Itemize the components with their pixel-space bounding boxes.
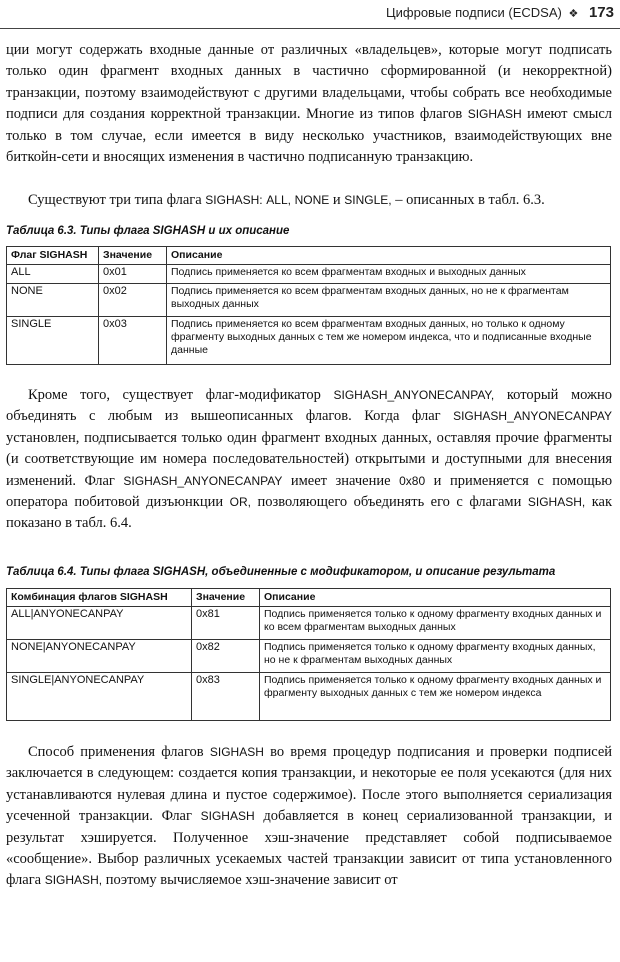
table2-caption: Таблица 6.4. Типы флага SIGHASH, объединенные с модификатором, и описание результата bbox=[6, 566, 556, 578]
col-header-description: Описание bbox=[260, 589, 611, 607]
para3-text-6: позволяющего объединять его с флагами bbox=[257, 494, 522, 511]
para3-text-2: который можно объединять с любым из вышеописанных флагов. Когда флаг bbox=[6, 387, 613, 425]
paragraph-1 bbox=[6, 40, 612, 168]
cell-flag: ALL bbox=[7, 265, 99, 284]
para3-text-1: Кроме того, существует флаг-модификатор bbox=[28, 387, 321, 403]
running-header bbox=[0, 4, 614, 21]
para4-text-4: поэтому вычисляемое хэш-значение зависит от bbox=[105, 872, 398, 889]
table-6-4 bbox=[6, 588, 611, 721]
para4-code-2: SIGHASH bbox=[200, 809, 255, 824]
col-header-description: Описание bbox=[167, 247, 611, 265]
cell-flag: NONE bbox=[7, 284, 99, 317]
para1-end: имеют смысл только в том случае, если имеется в виду несколько участников, взаимодействующих вне биткойн-сети и вносящих изменения в частично подписанную транзакцию. bbox=[6, 106, 613, 166]
paragraph-4 bbox=[6, 742, 612, 892]
table-row bbox=[7, 673, 611, 721]
cell-description: Подпись применяется ко всем фрагментам входных данных, но только к одному фрагменту выходных данных с тем же номером индекса, что и подписанные входные данные bbox=[167, 317, 611, 365]
para2-code-sighash: SIGHASH: bbox=[205, 193, 263, 207]
separator-glyph: ❖ bbox=[568, 8, 579, 20]
cell-description: Подпись применяется только к одному фрагменту входных данных и фрагменту выходных данных с тем же номером индекса bbox=[260, 673, 611, 721]
cell-value: 0x82 bbox=[192, 640, 260, 673]
cell-combination: ALL|ANYONECANPAY bbox=[7, 607, 192, 640]
cell-description: Подпись применяется только к одному фрагменту входных данных и ко всем фрагментам выходных данных bbox=[260, 607, 611, 640]
cell-description: Подпись применяется ко всем фрагментам входных данных, но не к фрагментам выходных данных bbox=[167, 284, 611, 317]
col-header-flag: Флаг SIGHASH bbox=[7, 247, 99, 265]
table-6-3 bbox=[6, 246, 611, 365]
cell-value: 0x83 bbox=[192, 673, 260, 721]
para3-code-1: SIGHASH_ANYONECANPAY, bbox=[333, 388, 495, 402]
para4-text-2: во время процедур подписания и проверки подписей заключается в следующем: создается копия транзакции, и некоторые ее поля усекаются (для них устанавливаются нулевая длина и пустое содержимое). После этого выполняется сериализация усеченной транзакции. Флаг bbox=[6, 744, 613, 825]
cell-description: Подпись применяется ко всем фрагментам входных и выходных данных bbox=[167, 265, 611, 284]
para1-code: SIGHASH bbox=[467, 107, 522, 122]
para3-text-5: и применяется с помощью оператора побитовой дизъюнкции bbox=[6, 472, 613, 511]
para4-code-1: SIGHASH bbox=[209, 745, 264, 759]
para4-text-1: Способ применения флагов bbox=[28, 744, 204, 760]
para2-text-3: – описанных в табл. 6.3. bbox=[395, 192, 545, 208]
table-row bbox=[7, 607, 611, 640]
cell-description: Подпись применяется только к одному фрагменту входных данных, но не к фрагментам выходных данных bbox=[260, 640, 611, 673]
para3-code-2: SIGHASH_ANYONECANPAY bbox=[453, 409, 612, 424]
table-header-row bbox=[7, 247, 611, 265]
col-header-value: Значение bbox=[99, 247, 167, 265]
cell-combination: SINGLE|ANYONECANPAY bbox=[7, 673, 192, 721]
chapter-title: Цифровые подписи (ECDSA) bbox=[386, 5, 562, 20]
col-header-combination: Комбинация флагов SIGHASH bbox=[7, 589, 192, 607]
para2-code-single: SINGLE, bbox=[344, 193, 392, 207]
para3-code-3: SIGHASH_ANYONECANPAY bbox=[123, 473, 283, 488]
para2-text-1: Существуют три типа флага bbox=[28, 192, 202, 208]
paragraph-3 bbox=[6, 385, 612, 535]
table-header-row bbox=[7, 589, 611, 607]
para4-text-3: добавляется в конец сериализованной транзакции, и результат хэшируется. Полученное хэш-значение представляет собой подписываемое «сообщение». Выбор различных усекаемых частей транзакции зависит от типа установленного флага bbox=[6, 808, 613, 889]
para3-code-5: OR, bbox=[229, 495, 251, 510]
cell-flag: SINGLE bbox=[7, 317, 99, 365]
para3-text-3: установлен, подписывается только один фрагмент входных данных, оставляя прочие фрагменты (и соответствующие им номера последовательностей) открытыми и доступными для внесения изменений. Флаг bbox=[6, 429, 612, 489]
para3-code-6: SIGHASH, bbox=[527, 495, 586, 510]
cell-combination: NONE|ANYONECANPAY bbox=[7, 640, 192, 673]
table-row bbox=[7, 265, 611, 284]
para3-text-7: как показано в табл. 6.4. bbox=[6, 494, 613, 532]
para4-code-3: SIGHASH, bbox=[44, 873, 103, 888]
cell-value: 0x81 bbox=[192, 607, 260, 640]
page-number: 173 bbox=[588, 4, 614, 21]
table-row bbox=[7, 284, 611, 317]
table-row bbox=[7, 640, 611, 673]
para3-text-4: имеет значение bbox=[290, 472, 391, 489]
cell-value: 0x02 bbox=[99, 284, 167, 317]
para2-text-2: и bbox=[332, 192, 341, 208]
para2-code-all: ALL, bbox=[266, 193, 291, 207]
col-header-value: Значение bbox=[192, 589, 260, 607]
cell-value: 0x03 bbox=[99, 317, 167, 365]
para1-text: ции могут содержать входные данные от различных «владельцев», которые могут подписать только один фрагмент входных данных в частично сформированной (и некорректной) транзакции, поэтому взаимодействуют с другими владельцами, чтобы собрать все необходимые подписи для создания корректной транзакции. Многие из типов флагов bbox=[6, 42, 612, 123]
para3-code-4: 0x80 bbox=[399, 473, 426, 488]
cell-value: 0x01 bbox=[99, 265, 167, 284]
table-row bbox=[7, 317, 611, 365]
header-rule bbox=[0, 28, 620, 29]
para2-code-none: NONE bbox=[294, 193, 330, 207]
paragraph-2 bbox=[6, 190, 612, 211]
table1-caption: Таблица 6.3. Типы флага SIGHASH и их описание bbox=[6, 225, 290, 237]
